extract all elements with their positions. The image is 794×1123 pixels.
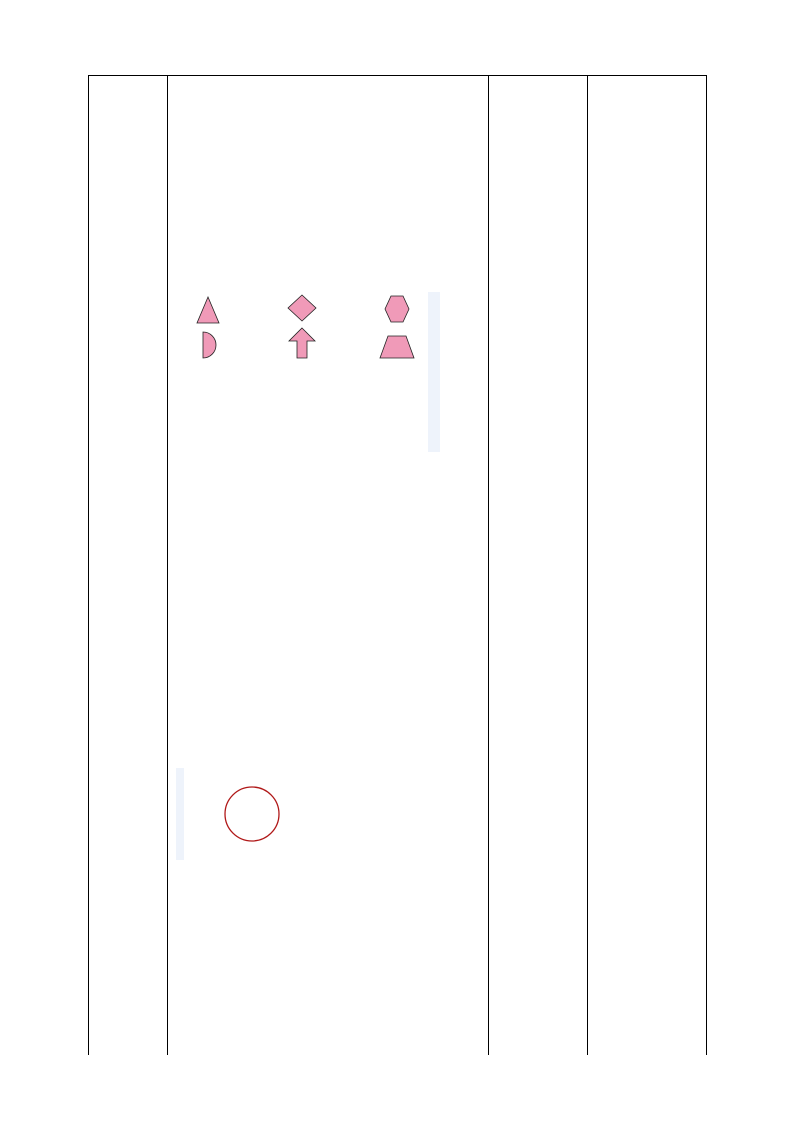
column-divider-2 [488,75,489,1055]
arrow-shape [289,328,315,358]
figure-edge-shade [176,768,184,860]
figure-edge-shade [428,292,440,452]
shapes-selection-figure [176,292,442,452]
triangle-shape [197,297,219,323]
table-top-border [88,75,707,76]
hexagon-shape [385,296,409,322]
table-left-border [88,75,89,1055]
circle-translation-figure [176,768,466,860]
trapezoid-shape [380,336,414,358]
circle-shape [225,787,279,841]
pattern-design-steps-figure [178,88,478,148]
column-divider-3 [587,75,588,1055]
rhombus-shape [288,295,316,321]
column-divider-1 [167,75,168,1055]
table-right-border [706,75,707,1055]
semicircle-shape [203,332,216,358]
